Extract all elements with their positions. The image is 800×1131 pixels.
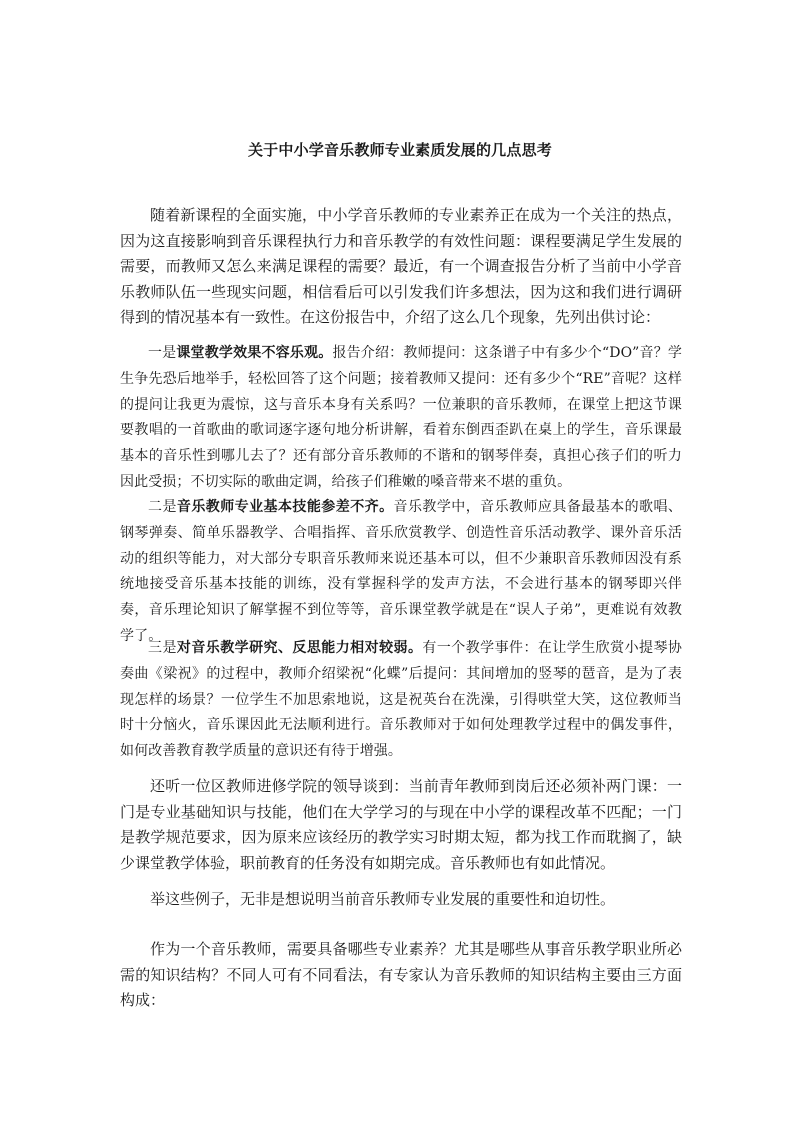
paragraph-point-three (120, 636, 682, 765)
paragraph-examples-summary: 举这些例子，无非是想说明当前音乐教师专业发展的重要性和迫切性。 (150, 890, 616, 908)
paragraph-point-one (120, 341, 682, 496)
point-two-body: 音乐教学中，音乐教师应具备最基本的歌唱、钢琴弹奏、简单乐器教学、合唱指挥、音乐欣赏教学、创造性音乐活动教学、课外音乐活动的组织等能力，对大部分专职音乐教师来说还基本可以，但不少兼职音乐教师因没有系统地接受音乐基本技能的训练，没有掌握科学的发声方法，不会进行基本的钢琴即兴伴奏，音乐理论知识了解掌握不到位等等，音乐课堂教学就是在“误人子弟”，更难说有效教学了。 (120, 499, 683, 644)
point-one-lead: 一是 (148, 345, 177, 361)
paragraph-knowledge-structure: 作为一个音乐教师，需要具备哪些专业素养？尤其是哪些从事音乐教学职业所必需的知识结构？不同人可有不同看法，有专家认为音乐教师的知识结构主要由三方面构成： (120, 940, 682, 1009)
point-two-lead: 二是 (148, 499, 177, 515)
document-title: 关于中小学音乐教师专业素质发展的几点思考 (247, 141, 552, 160)
point-one-body: 报告介绍：教师提问：这条谱子中有多少个“DO”音？学生争先恐后地举手，轻松回答了这个问题；接着教师又提问：还有多少个“RE”音呢？这样的提问让我更为震惊，这与音乐本身有关系吗？一位兼职的音乐教师，在课堂上把这节课要教唱的一首歌曲的歌词逐字逐句地分析讲解，看着东倒西歪趴在桌上的学生，音乐课最基本的音乐性到哪儿去了？还有部分音乐教师的不谐和的钢琴伴奏，真担心孩子们的听力因此受损；不切实际的歌曲定调，给孩子们稚嫩的嗓音带来不堪的重负。 (120, 345, 682, 490)
paragraph-training-remarks: 还听一位区教师进修学院的领导谈到：当前青年教师到岗后还必须补两门课：一门是专业基础知识与技能，他们在大学学习的与现在中小学的课程改革不匹配；一门是教学规范要求，因为原来应该经历的教学实习时期太短，都为找工作而耽搁了，缺少课堂教学体验，职前教育的任务没有如期完成。音乐教师也有如此情况。 (120, 777, 682, 872)
paragraph-intro: 随着新课程的全面实施，中小学音乐教师的专业素养正在成为一个关注的热点，因为这直接影响到音乐课程执行力和音乐教学的有效性问题：课程要满足学生发展的需要，而教师又怎么来满足课程的需要？最近，有一个调查报告分析了当前中小学音乐教师队伍一些现实问题，相信看后可以引发我们许多想法，因为这和我们进行调研得到的情况基本有一致性。在这份报告中，介绍了这么几个现象，先列出供讨论： (120, 206, 682, 326)
point-three-body: 有一个教学事件：在让学生欣赏小提琴协奏曲《梁祝》的过程中，教师介绍梁祝“化蝶”后提问：其间增加的竖琴的琶音，是为了表现怎样的场景？一位学生不加思索地说，这是祝英台在洗澡，引得哄堂大笑，这位教师当时十分恼火，音乐课因此无法顺利进行。音乐教师对于如何处理教学过程中的偶发事件，如何改善教育教学质量的意识还有待于增强。 (120, 640, 682, 760)
paragraph-point-two (120, 495, 682, 650)
point-two-heading: 音乐教师专业基本技能参差不齐。 (176, 499, 394, 515)
point-one-heading: 课堂教学效果不容乐观。 (176, 345, 333, 361)
point-three-heading: 对音乐教学研究、反思能力相对较弱。 (176, 640, 423, 656)
point-three-lead: 三是 (148, 640, 177, 656)
